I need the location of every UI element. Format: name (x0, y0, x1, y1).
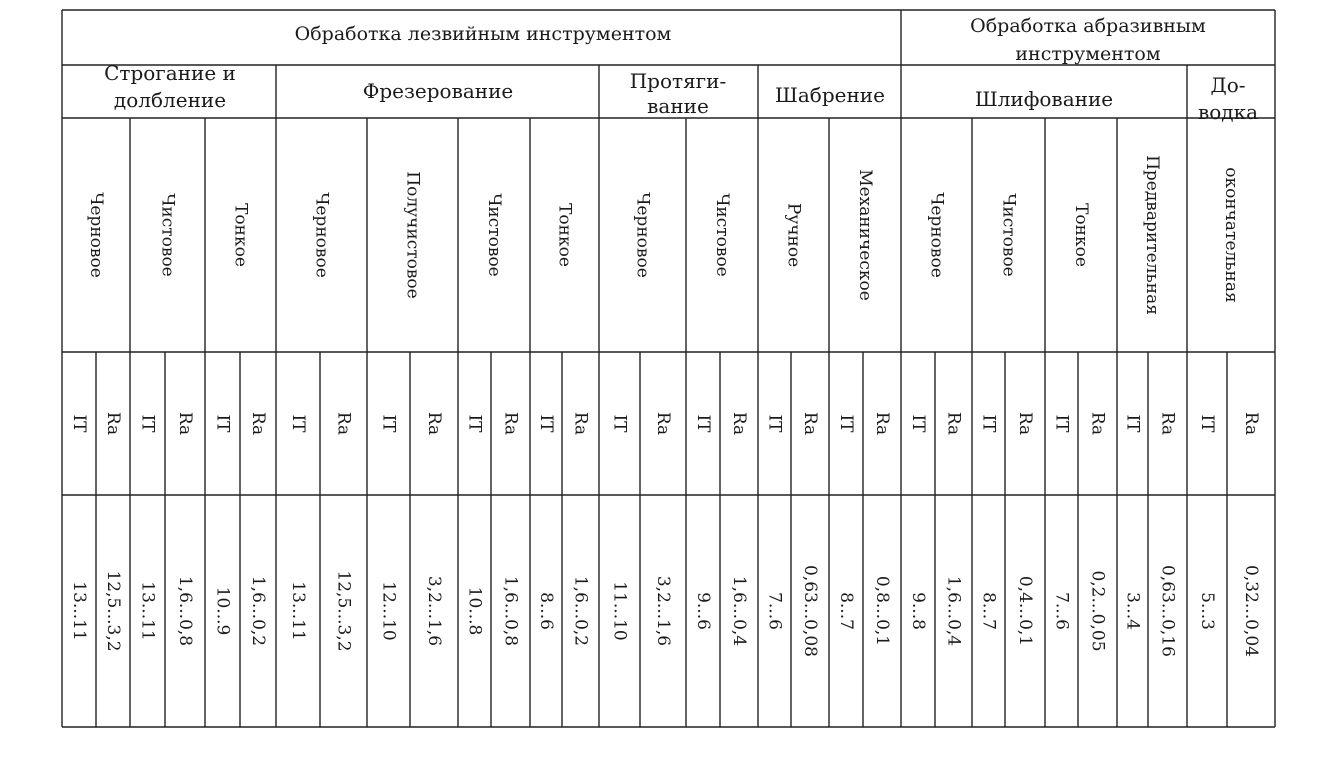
value-it-8: 11...10 (609, 581, 630, 641)
method-lapping-line2: водка (1197, 100, 1259, 124)
param-ra-label-1: Ra (103, 411, 123, 436)
param-it-label-12: IT (908, 414, 928, 433)
param-it-label-7: IT (536, 414, 556, 433)
param-ra-label-5: Ra (424, 411, 444, 436)
stage-label-2: Чистовое (157, 193, 178, 277)
param-ra-label-16: Ra (1241, 411, 1261, 436)
method-broaching-line2: вание (647, 94, 709, 118)
value-ra-16: 0,32...0,04 (1241, 565, 1261, 657)
stage-label-7: Тонкое (554, 203, 575, 267)
stage-label-13: Чистовое (998, 193, 1019, 277)
value-it-15: 3...4 (1122, 592, 1143, 630)
value-ra-6: 1,6...0,8 (500, 575, 521, 647)
param-it-label-6: IT (464, 414, 485, 433)
value-it-16: 5...3 (1197, 592, 1217, 630)
value-ra-4: 12,5...3,2 (333, 570, 354, 652)
value-it-10: 7...6 (764, 592, 785, 630)
value-it-14: 7...6 (1051, 592, 1072, 630)
stage-label-3: Тонкое (230, 203, 251, 267)
param-it-label-1: IT (69, 414, 89, 433)
method-lapping-line1: До- (1210, 73, 1246, 97)
stage-label-8: Черновое (632, 192, 653, 278)
value-ra-2: 1,6...0,8 (175, 575, 195, 647)
param-ra-label-14: Ra (1087, 411, 1108, 436)
param-ra-label-15: Ra (1157, 411, 1178, 436)
param-ra-label-4: Ra (333, 411, 354, 436)
param-ra-label-11: Ra (872, 411, 892, 436)
stage-label-16: окончательная (1221, 167, 1241, 303)
value-ra-11: 0,8...0,1 (872, 575, 892, 647)
stage-label-11: Механическое (855, 169, 875, 301)
table-body (69, 155, 1261, 657)
param-it-label-8: IT (609, 414, 630, 433)
param-it-label-13: IT (978, 414, 999, 433)
value-it-3: 10...9 (212, 586, 233, 636)
method-planing-line2: долбление (113, 88, 227, 112)
stage-label-1: Черновое (86, 192, 106, 278)
group-abrasive-title-line1: Обработка абразивным (970, 15, 1206, 37)
value-it-5: 12...10 (378, 581, 399, 641)
method-milling: Фрезерование (362, 79, 514, 103)
param-it-label-14: IT (1051, 414, 1072, 433)
value-ra-15: 0,63...0,16 (1157, 565, 1178, 657)
value-it-11: 8...7 (836, 592, 856, 630)
group-blade-title: Обработка лезвийным инструментом (294, 23, 672, 45)
method-planing-line1: Строгание и (104, 61, 236, 85)
value-it-2: 13...11 (137, 581, 158, 641)
value-it-12: 9...8 (908, 592, 928, 630)
param-ra-label-8: Ra (653, 411, 673, 436)
param-it-label-4: IT (288, 414, 308, 433)
stage-label-12: Черновое (926, 192, 947, 278)
value-ra-7: 1,6...0,2 (570, 575, 591, 647)
param-ra-label-2: Ra (175, 411, 195, 436)
stage-label-9: Чистовое (712, 193, 732, 277)
value-ra-12: 1,6...0,4 (943, 575, 964, 647)
stage-label-14: Тонкое (1071, 203, 1091, 267)
group-abrasive-title-line2: инструментом (1015, 43, 1161, 65)
param-it-label-2: IT (137, 414, 158, 433)
value-it-9: 9...6 (693, 592, 713, 630)
param-it-label-16: IT (1197, 414, 1217, 433)
stage-label-4: Черновое (311, 192, 332, 278)
value-ra-8: 3,2...1,6 (653, 575, 673, 647)
param-ra-label-10: Ra (800, 411, 820, 436)
stage-label-5: Получистовое (402, 171, 423, 299)
method-scraping: Шабрение (775, 83, 885, 107)
value-ra-14: 0,2...0,05 (1087, 570, 1108, 652)
param-it-label-9: IT (693, 414, 713, 433)
value-ra-3: 1,6...0,2 (248, 575, 268, 647)
stage-label-6: Чистовое (484, 193, 504, 277)
param-ra-label-3: Ra (248, 411, 268, 436)
param-it-label-10: IT (764, 414, 785, 433)
param-it-label-11: IT (836, 414, 856, 433)
param-it-label-5: IT (378, 414, 399, 433)
value-it-6: 10...8 (464, 586, 485, 636)
param-ra-label-6: Ra (500, 411, 521, 436)
value-ra-13: 0,4...0,1 (1015, 575, 1035, 647)
param-ra-label-12: Ra (943, 411, 964, 436)
stage-label-10: Ручное (783, 202, 804, 268)
value-ra-1: 12,5...3,2 (103, 570, 123, 652)
value-ra-9: 1,6...0,4 (729, 575, 749, 647)
method-broaching-line1: Протяги- (629, 69, 727, 93)
param-it-label-3: IT (212, 414, 233, 433)
param-ra-label-9: Ra (729, 411, 749, 436)
value-it-13: 8...7 (978, 592, 999, 630)
param-it-label-15: IT (1122, 414, 1143, 433)
value-ra-10: 0,63...0,08 (800, 565, 820, 657)
param-ra-label-13: Ra (1015, 411, 1035, 436)
value-ra-5: 3,2...1,6 (424, 575, 444, 647)
value-it-4: 13...11 (288, 581, 308, 641)
value-it-7: 8...6 (536, 592, 556, 630)
param-ra-label-7: Ra (570, 411, 591, 436)
stage-label-15: Предварительная (1142, 155, 1162, 315)
method-grinding: Шлифование (974, 87, 1114, 111)
value-it-1: 13...11 (69, 581, 89, 641)
